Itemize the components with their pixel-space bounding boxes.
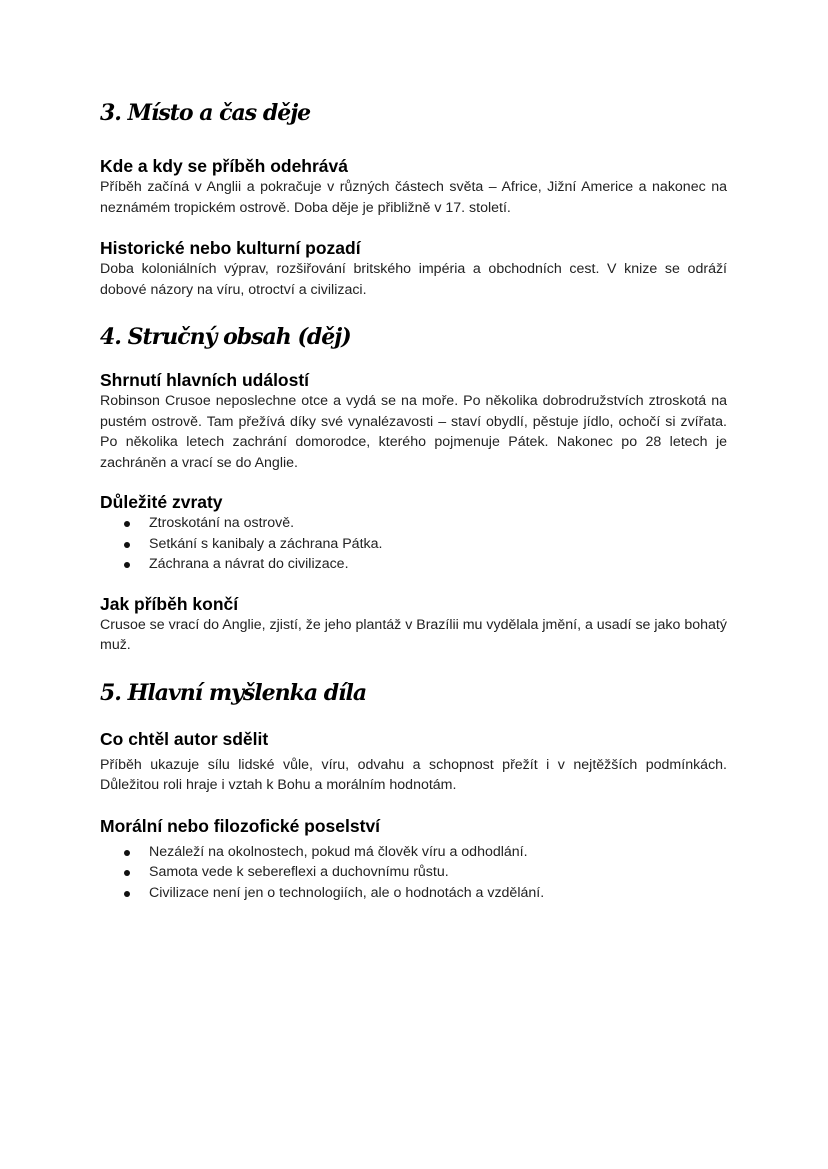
bullet-icon bbox=[124, 521, 130, 527]
subheading-historical-background: Historické nebo kulturní pozadí bbox=[100, 238, 361, 258]
paragraph-author-message: Příběh ukazuje sílu lidské vůle, víru, odvahu a schopnost přežít i v nejtěžších podmínkách. Důležitou roli hraje i vztah k Bohu a morálním hodnotám. bbox=[100, 756, 727, 793]
document-page bbox=[100, 96, 727, 903]
paragraph-main-events: Robinson Crusoe neposlechne otce a vydá se na moře. Po několika dobrodružstvích ztroskotá na pustém ostrově. Tam přežívá díky své vynalézavosti – staví obydlí, pěstuje jídlo, ochočí si zvířata. Po několika letech zachrání domorodce, kterého pojmenuje Pátek. Nakonec po 28 letech je zachráněn a vrací se do Anglie. bbox=[100, 393, 727, 471]
subheading-plot-twists: Důležité zvraty bbox=[100, 492, 223, 512]
plot-twists-list bbox=[100, 513, 727, 575]
paragraph-where-when: Příběh začíná v Anglii a pokračuje v různých částech světa – Africe, Jižní Americe a nakonec na neznámém tropickém ostrově. Doba děje je přibližně v 17. století. bbox=[100, 179, 727, 216]
subheading-author-message: Co chtěl autor sdělit bbox=[100, 728, 269, 749]
subheading-where-when: Kde a kdy se příběh odehrává bbox=[100, 156, 349, 176]
subheading-moral-message: Morální nebo filozofické poselství bbox=[100, 815, 381, 836]
list-item: Ztroskotání na ostrově. bbox=[100, 513, 727, 534]
paragraph-ending: Crusoe se vrací do Anglie, zjistí, že jeho plantáž v Brazílii mu vydělala jmění, a usadí se jako bohatý muž. bbox=[100, 616, 727, 653]
subheading-main-events: Shrnutí hlavních událostí bbox=[100, 370, 310, 390]
list-item: Setkání s kanibaly a záchrana Pátka. bbox=[100, 534, 727, 555]
list-item: Nezáleží na okolnostech, pokud má člověk víru a odhodlání. bbox=[100, 842, 727, 863]
subheading-ending: Jak příběh končí bbox=[100, 593, 239, 614]
list-item: Civilizace není jen o technologiích, ale o hodnotách a vzdělání. bbox=[100, 883, 727, 904]
list-item: Záchrana a návrat do civilizace. bbox=[100, 554, 727, 575]
list-item: Samota vede k sebereflexi a duchovnímu růstu. bbox=[100, 862, 727, 883]
bullet-icon bbox=[124, 542, 130, 548]
section-heading-plot-summary: 4. Stručný obsah (děj) bbox=[100, 324, 351, 350]
bullet-icon bbox=[124, 891, 130, 897]
bullet-icon bbox=[124, 870, 130, 876]
bullet-icon bbox=[124, 850, 130, 856]
moral-message-list bbox=[100, 842, 727, 904]
section-heading-place-time: 3. Místo a čas děje bbox=[100, 100, 311, 126]
bullet-icon bbox=[124, 562, 130, 568]
section-heading-main-idea: 5. Hlavní myšlenka díla bbox=[100, 679, 367, 706]
paragraph-historical-background: Doba koloniálních výprav, rozšiřování britského impéria a obchodních cest. V knize se odráží dobové názory na víru, otroctví a civilizaci. bbox=[100, 261, 727, 298]
